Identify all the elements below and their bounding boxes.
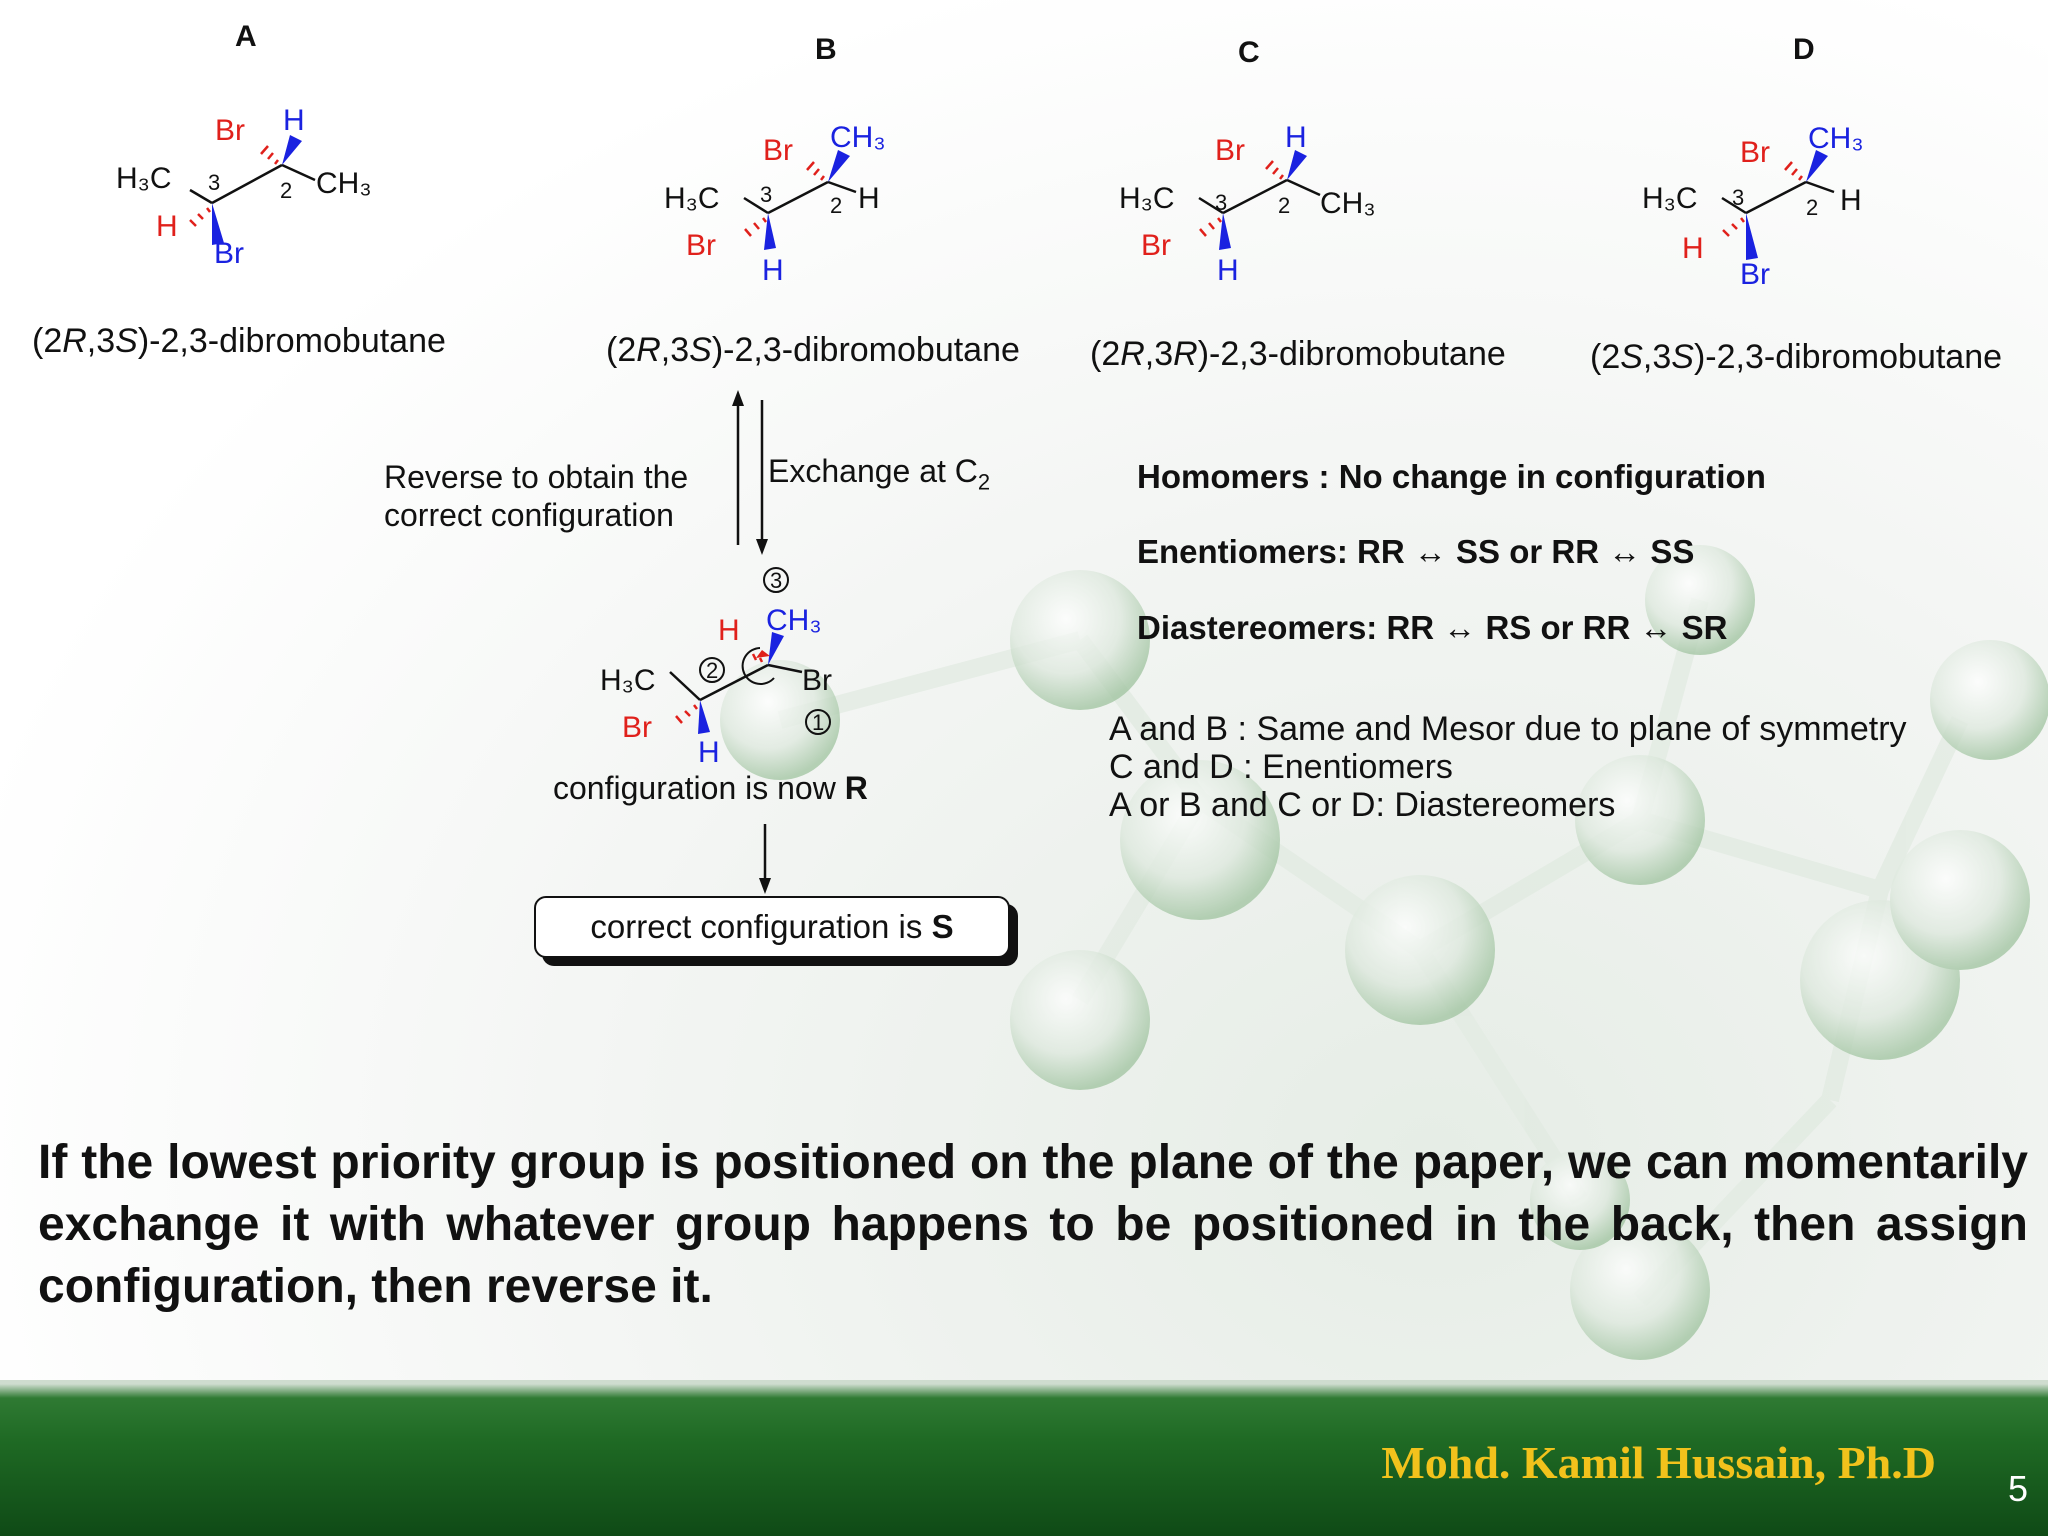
br-label: Br (1215, 134, 1245, 167)
note-line: A and B : Same and Mesor due to plane of symmetry (1109, 710, 1907, 748)
main-statement: If the lowest priority group is positioned on the plane of the paper, we can momentarily exchange it with whatever group happens to be positioned in the back, then assign configuration, then reverse it. (38, 1136, 2028, 1313)
h3c-label: H₃C (600, 664, 656, 697)
br-label: Br (1141, 229, 1171, 262)
reverse-label: Reverse to obtain the correct configuration (384, 459, 689, 533)
carbon-number-3: 3 (760, 182, 773, 207)
carbon-number-2: 2 (1278, 193, 1291, 218)
molecule-a-structure (110, 95, 400, 280)
h-label: H (1682, 232, 1704, 265)
exchange-label: Exchange at $C_2$ (768, 453, 991, 495)
ch3-label: CH₃ (1808, 122, 1864, 155)
br-label: Br (622, 711, 652, 744)
br-label: Br (1740, 136, 1770, 169)
correct-configuration-box: correct configuration is S (534, 896, 1010, 958)
h3c-label: H₃C (1642, 182, 1698, 215)
hashed-bond (190, 208, 210, 226)
rule-diastereomers: Diastereomers: RR ↔ RS or RR ↔ SR (1137, 609, 1728, 646)
h-label: H (283, 104, 305, 137)
priority-2-label: 2 (706, 658, 719, 683)
carbon-number-2: 2 (830, 193, 843, 218)
br-label: Br (763, 134, 793, 167)
column-label-b: B (815, 33, 837, 66)
column-label-a: A (235, 20, 257, 53)
h-label: H (1217, 254, 1239, 287)
br-label: Br (215, 114, 245, 147)
column-label-d: D (1793, 33, 1815, 66)
carbon-number-2: 2 (280, 178, 293, 203)
h3c-label: H₃C (664, 182, 720, 215)
br-label: Br (802, 664, 832, 697)
molecule-d-structure (1638, 110, 1908, 295)
carbon-number-3: 3 (1215, 190, 1228, 215)
note-line: A or B and C or D: Diastereomers (1109, 786, 1616, 824)
molecule-c-structure (1115, 110, 1405, 295)
ch3-label: CH₃ (830, 121, 886, 154)
page-number: 5 (2007, 1468, 2028, 1509)
iupac-name-a: (2R,3S)-2,3-dibromobutane (32, 322, 446, 360)
br-label: Br (214, 237, 244, 270)
iupac-name-c: (2R,3R)-2,3-dibromobutane (1090, 335, 1506, 373)
molecule-b-structure (660, 110, 930, 295)
bond-c3-c2 (212, 165, 282, 203)
priority-3-label: 3 (770, 568, 783, 593)
author-name: Mohd. Kamil Hussain, Ph.D (1381, 1437, 1936, 1488)
h3c-label: H₃C (1119, 182, 1175, 215)
down-arrow (750, 820, 780, 900)
h3c-label: H₃C (116, 162, 172, 195)
carbon-number-3: 3 (1732, 185, 1745, 210)
h-label: H (1285, 121, 1307, 154)
h-label: H (156, 210, 178, 243)
carbon-number-3: 3 (208, 170, 221, 195)
ch3-label: CH₃ (766, 604, 822, 637)
h-label: H (1840, 184, 1862, 217)
wedge-bond (282, 135, 302, 165)
notes-block (1109, 710, 1907, 824)
h-label: H (858, 182, 880, 215)
h-label: H (698, 736, 720, 769)
carbon-number-2: 2 (1806, 195, 1819, 220)
ch3-label: CH₃ (316, 167, 372, 200)
ch3-label: CH₃ (1320, 187, 1376, 220)
br-label: Br (1740, 258, 1770, 291)
hashed-bond (261, 146, 278, 164)
note-line: C and D : Enentiomers (1109, 748, 1453, 786)
iupac-name-d: (2S,3S)-2,3-dibromobutane (1590, 338, 2003, 376)
h-label: H (762, 254, 784, 287)
br-label: Br (686, 229, 716, 262)
exchanged-molecule-structure (590, 560, 850, 770)
h-label: H (718, 614, 740, 647)
rule-homomers: Homomers : No change in configuration (1137, 458, 1766, 495)
priority-1-label: 1 (812, 710, 825, 735)
configuration-now-label: configuration is now R (553, 770, 868, 806)
rule-enantiomers: Enentiomers: RR ↔ SS or RR ↔ SS (1137, 533, 1695, 570)
column-label-c: C (1238, 36, 1260, 69)
iupac-name-b: (2R,3S)-2,3-dibromobutane (606, 331, 1020, 369)
